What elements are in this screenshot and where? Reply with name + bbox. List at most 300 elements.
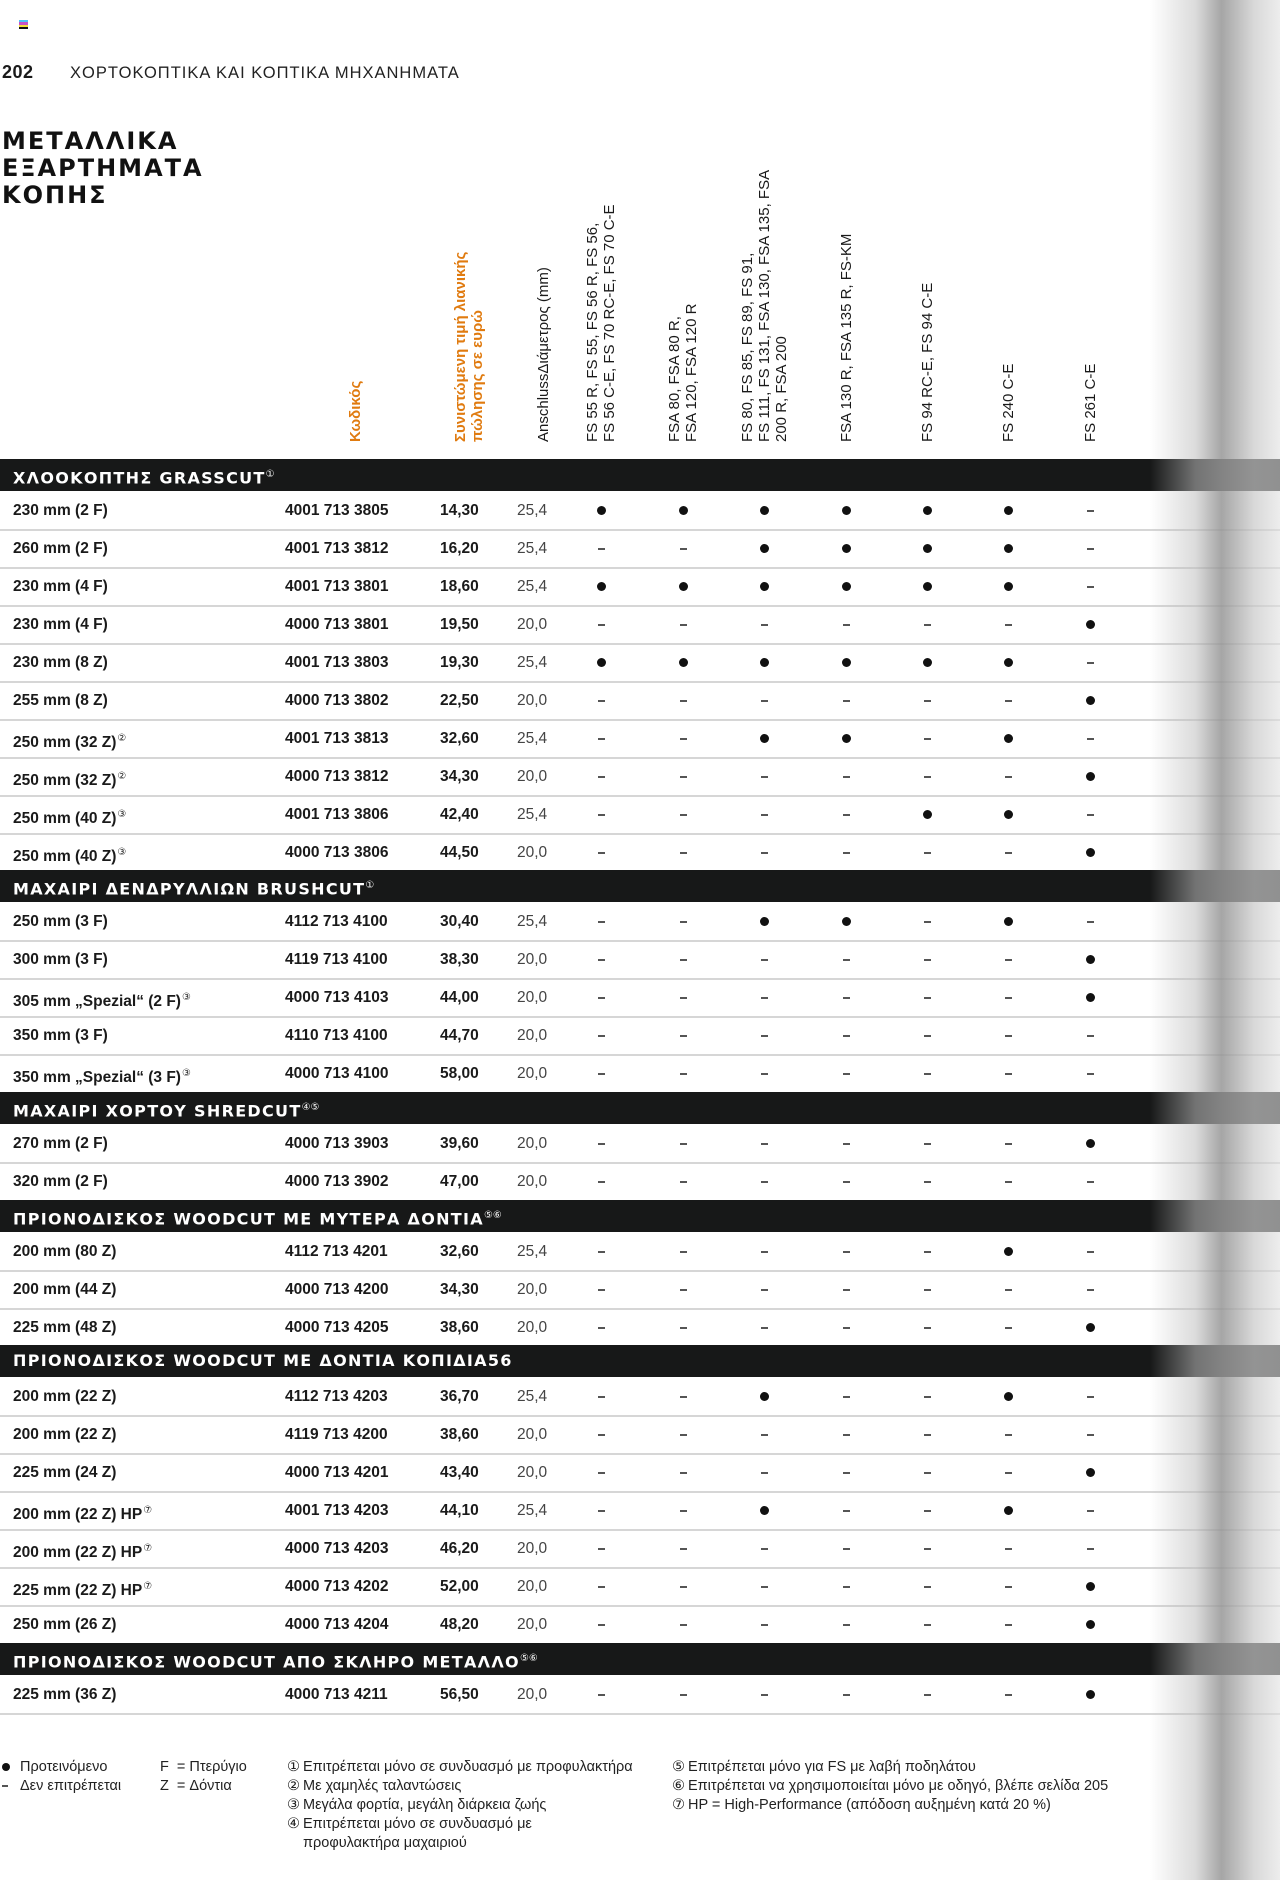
price: 42,40 bbox=[440, 806, 479, 823]
recommended-dot-icon bbox=[1080, 1126, 1100, 1162]
footnote-ref: ③ bbox=[117, 809, 127, 820]
product-name-text: 250 mm (3 F) bbox=[13, 913, 108, 930]
column-header-line: AnschlussΔιάμετρος (mm) bbox=[535, 267, 552, 442]
not-allowed-dash-icon bbox=[673, 980, 693, 1016]
product-name-text: 320 mm (2 F) bbox=[13, 1173, 108, 1190]
table-row bbox=[0, 1569, 1280, 1607]
product-code: 4119 713 4100 bbox=[285, 951, 388, 968]
not-allowed-dash-icon bbox=[1080, 1531, 1100, 1567]
product-name bbox=[13, 980, 191, 1016]
not-allowed-dash-icon bbox=[917, 721, 937, 757]
product-code: 4000 713 3903 bbox=[285, 1135, 389, 1152]
product-name-text: 350 mm (3 F) bbox=[13, 1027, 108, 1044]
product-code: 4000 713 3802 bbox=[285, 692, 389, 709]
footnote-text: Επιτρέπεται μόνο σε συνδυασμό με προφυλακτήρα bbox=[303, 1759, 633, 1775]
not-allowed-dash-icon bbox=[998, 1569, 1018, 1605]
product-name bbox=[13, 1234, 116, 1270]
not-allowed-dash-icon bbox=[591, 1018, 611, 1054]
price: 56,50 bbox=[440, 1686, 479, 1703]
recommended-dot-icon bbox=[836, 645, 856, 681]
not-allowed-dash-icon bbox=[754, 1417, 774, 1453]
not-allowed-dash-icon bbox=[591, 1493, 611, 1529]
not-allowed-dash-icon bbox=[673, 835, 693, 871]
not-allowed-dash-icon bbox=[591, 797, 611, 833]
not-allowed-dash-icon bbox=[998, 980, 1018, 1016]
not-allowed-dash-icon bbox=[917, 1164, 937, 1200]
footnote-number: ② bbox=[287, 1778, 300, 1794]
not-allowed-dash-icon bbox=[1080, 1379, 1100, 1415]
footnotes-left bbox=[287, 1758, 633, 1853]
recommended-dot-icon bbox=[998, 721, 1018, 757]
not-allowed-dash-icon bbox=[673, 1126, 693, 1162]
not-allowed-dash-icon bbox=[998, 1272, 1018, 1308]
not-allowed-dash-icon bbox=[917, 1455, 937, 1491]
product-code: 4000 713 4205 bbox=[285, 1319, 389, 1336]
diameter: 25,4 bbox=[517, 913, 548, 930]
product-name-text: 300 mm (3 F) bbox=[13, 951, 108, 968]
not-allowed-dash-icon bbox=[754, 1018, 774, 1054]
footnote bbox=[672, 1796, 1108, 1815]
not-allowed-dash-icon bbox=[1080, 645, 1100, 681]
not-allowed-dash-icon bbox=[591, 683, 611, 719]
footnote bbox=[287, 1834, 633, 1853]
group-header bbox=[0, 459, 1280, 491]
not-allowed-dash-icon bbox=[754, 1272, 774, 1308]
group-header bbox=[0, 1345, 1280, 1377]
diameter: 20,0 bbox=[517, 1686, 548, 1703]
footnote-ref: ⑦ bbox=[143, 1505, 153, 1516]
product-code: 4001 713 3812 bbox=[285, 540, 389, 557]
not-allowed-dash-icon bbox=[998, 1056, 1018, 1092]
group-title: ΧΛΟΟΚΟΠΤΗΣ GRASSCUT bbox=[13, 468, 266, 488]
table-row bbox=[0, 1417, 1280, 1455]
abbrev-f: F = Πτερύγιο bbox=[160, 1759, 247, 1775]
product-name bbox=[13, 797, 126, 833]
column-header-model-1 bbox=[584, 204, 618, 442]
product-name bbox=[13, 1056, 191, 1092]
price: 39,60 bbox=[440, 1135, 479, 1152]
product-name bbox=[13, 904, 108, 940]
not-allowed-dash-icon bbox=[591, 759, 611, 795]
price: 44,10 bbox=[440, 1502, 479, 1519]
not-allowed-dash-icon bbox=[591, 1056, 611, 1092]
product-code: 4112 713 4203 bbox=[285, 1388, 388, 1405]
product-code: 4000 713 4100 bbox=[285, 1065, 389, 1082]
not-allowed-dash-icon bbox=[591, 942, 611, 978]
diameter: 20,0 bbox=[517, 844, 548, 861]
not-allowed-dash-icon bbox=[673, 1417, 693, 1453]
column-header-model-3 bbox=[739, 170, 790, 442]
column-header-line: 200 R, FSA 200 bbox=[772, 336, 790, 442]
not-allowed-dash-icon bbox=[673, 531, 693, 567]
not-allowed-dash-icon bbox=[998, 1018, 1018, 1054]
recommended-dot-icon bbox=[998, 1379, 1018, 1415]
recommended-dot-icon bbox=[1080, 1455, 1100, 1491]
not-allowed-dash-icon bbox=[673, 721, 693, 757]
footnote-text: Μεγάλα φορτία, μεγάλη διάρκεια ζωής bbox=[303, 1797, 547, 1813]
price: 44,50 bbox=[440, 844, 479, 861]
diameter: 20,0 bbox=[517, 1027, 548, 1044]
table-row bbox=[0, 759, 1280, 797]
not-allowed-dash-icon bbox=[998, 1164, 1018, 1200]
not-allowed-dash-icon bbox=[754, 683, 774, 719]
table-row bbox=[0, 1531, 1280, 1569]
not-allowed-dash-icon bbox=[754, 942, 774, 978]
product-name-text: 225 mm (22 Z) HP bbox=[13, 1582, 143, 1600]
table-row bbox=[0, 531, 1280, 569]
price: 34,30 bbox=[440, 768, 479, 785]
not-allowed-dash-icon bbox=[754, 1056, 774, 1092]
recommended-dot-icon bbox=[836, 493, 856, 529]
diameter: 20,0 bbox=[517, 1319, 548, 1336]
product-name bbox=[13, 759, 126, 795]
recommended-dot-icon bbox=[998, 904, 1018, 940]
chapter-title: ΧΟΡΤΟΚΟΠΤΙΚΑ ΚΑΙ ΚΟΠΤΙΚΑ ΜΗΧΑΝΗΜΑΤΑ bbox=[70, 64, 460, 82]
column-header-model-6 bbox=[1000, 364, 1017, 442]
not-allowed-dash-icon bbox=[998, 835, 1018, 871]
column-header-line: FSA 120, FSA 120 R bbox=[683, 303, 700, 442]
footnote-text: προφυλακτήρα μαχαιριού bbox=[303, 1835, 467, 1851]
legend-recommended bbox=[2, 1758, 121, 1777]
recommended-dot-icon bbox=[1080, 1310, 1100, 1346]
price: 58,00 bbox=[440, 1065, 479, 1082]
price: 34,30 bbox=[440, 1281, 479, 1298]
diameter: 20,0 bbox=[517, 1540, 548, 1557]
column-header-line: FS 94 RC-E, FS 94 C-E bbox=[918, 282, 936, 442]
legend-label: Προτεινόμενο bbox=[20, 1759, 108, 1775]
page-header bbox=[2, 62, 460, 83]
price: 22,50 bbox=[440, 692, 479, 709]
diameter: 25,4 bbox=[517, 1388, 548, 1405]
price: 43,40 bbox=[440, 1464, 479, 1481]
not-allowed-dash-icon bbox=[1080, 904, 1100, 940]
not-allowed-dash-icon bbox=[1080, 493, 1100, 529]
not-allowed-dash-icon bbox=[591, 904, 611, 940]
not-allowed-dash-icon bbox=[917, 1607, 937, 1643]
not-allowed-dash-icon bbox=[2, 1777, 20, 1796]
product-name-text: 305 mm „Spezial“ (2 F) bbox=[13, 993, 181, 1011]
product-name bbox=[13, 1164, 108, 1200]
column-header-line: FS 55 R, FS 55, FS 56 R, FS 56, bbox=[584, 222, 601, 442]
not-allowed-dash-icon bbox=[836, 683, 856, 719]
legend-abbreviations bbox=[160, 1758, 247, 1796]
table-row bbox=[0, 721, 1280, 759]
column-header-line: πώλησης σε ευρώ bbox=[469, 310, 486, 442]
group-title: ΜΑΧΑΙΡΙ ΔΕΝΔΡΥΛΛΙΩΝ BRUSHCUT bbox=[13, 879, 366, 899]
footnote bbox=[287, 1758, 633, 1777]
table-row bbox=[0, 1164, 1280, 1202]
recommended-dot-icon bbox=[1080, 980, 1100, 1016]
product-code: 4112 713 4100 bbox=[285, 913, 388, 930]
not-allowed-dash-icon bbox=[754, 607, 774, 643]
recommended-dot-icon bbox=[754, 569, 774, 605]
product-name bbox=[13, 835, 126, 871]
product-name bbox=[13, 1607, 116, 1643]
not-allowed-dash-icon bbox=[673, 1455, 693, 1491]
not-allowed-dash-icon bbox=[673, 1056, 693, 1092]
not-allowed-dash-icon bbox=[836, 1056, 856, 1092]
not-allowed-dash-icon bbox=[673, 1677, 693, 1713]
recommended-dot-icon bbox=[836, 904, 856, 940]
product-name-text: 225 mm (24 Z) bbox=[13, 1464, 117, 1481]
recommended-dot-icon bbox=[1080, 683, 1100, 719]
not-allowed-dash-icon bbox=[591, 1531, 611, 1567]
not-allowed-dash-icon bbox=[673, 1310, 693, 1346]
not-allowed-dash-icon bbox=[754, 835, 774, 871]
price: 14,30 bbox=[440, 502, 479, 519]
not-allowed-dash-icon bbox=[591, 1234, 611, 1270]
not-allowed-dash-icon bbox=[917, 1056, 937, 1092]
section-title-line: ΜΕΤΑΛΛΙΚΑ bbox=[2, 127, 179, 155]
not-allowed-dash-icon bbox=[917, 1272, 937, 1308]
price: 18,60 bbox=[440, 578, 479, 595]
footnote-ref: ⑤⑥ bbox=[483, 1210, 502, 1221]
abbrev-z: Z = Δόντια bbox=[160, 1778, 232, 1794]
footnote-ref: ③ bbox=[181, 1068, 191, 1079]
not-allowed-dash-icon bbox=[998, 1310, 1018, 1346]
table-row bbox=[0, 1607, 1280, 1645]
not-allowed-dash-icon bbox=[673, 1493, 693, 1529]
column-header-price bbox=[452, 252, 486, 442]
product-code: 4000 713 3812 bbox=[285, 768, 389, 785]
footnote-number: ① bbox=[287, 1759, 300, 1775]
recommended-dot-icon bbox=[1080, 1569, 1100, 1605]
not-allowed-dash-icon bbox=[591, 1677, 611, 1713]
not-allowed-dash-icon bbox=[836, 1126, 856, 1162]
recommended-dot-icon bbox=[917, 797, 937, 833]
column-header-model-5 bbox=[919, 283, 936, 442]
not-allowed-dash-icon bbox=[836, 1310, 856, 1346]
price: 38,30 bbox=[440, 951, 479, 968]
product-code: 4000 713 4211 bbox=[285, 1686, 388, 1703]
not-allowed-dash-icon bbox=[917, 904, 937, 940]
not-allowed-dash-icon bbox=[836, 1018, 856, 1054]
not-allowed-dash-icon bbox=[998, 1126, 1018, 1162]
not-allowed-dash-icon bbox=[673, 1379, 693, 1415]
recommended-dot-icon bbox=[754, 1379, 774, 1415]
product-code: 4000 713 3801 bbox=[285, 616, 389, 633]
recommended-dot-icon bbox=[754, 721, 774, 757]
table-row bbox=[0, 493, 1280, 531]
footnote bbox=[672, 1777, 1108, 1796]
footnote-number: ③ bbox=[287, 1797, 300, 1813]
legend-symbols bbox=[2, 1758, 121, 1796]
table-row bbox=[0, 683, 1280, 721]
not-allowed-dash-icon bbox=[1080, 1272, 1100, 1308]
price: 16,20 bbox=[440, 540, 479, 557]
product-name bbox=[13, 1531, 152, 1567]
diameter: 20,0 bbox=[517, 616, 548, 633]
recommended-dot-icon bbox=[998, 531, 1018, 567]
not-allowed-dash-icon bbox=[1080, 1234, 1100, 1270]
diameter: 25,4 bbox=[517, 502, 548, 519]
footnote-ref: ① bbox=[365, 880, 375, 891]
diameter: 25,4 bbox=[517, 654, 548, 671]
not-allowed-dash-icon bbox=[673, 607, 693, 643]
not-allowed-dash-icon bbox=[591, 1126, 611, 1162]
recommended-dot-icon bbox=[754, 645, 774, 681]
not-allowed-dash-icon bbox=[754, 1126, 774, 1162]
product-name-text: 230 mm (8 Z) bbox=[13, 654, 108, 671]
product-name-text: 200 mm (44 Z) bbox=[13, 1281, 117, 1298]
table-row bbox=[0, 980, 1280, 1018]
recommended-dot-icon bbox=[754, 1493, 774, 1529]
footnote-ref: ② bbox=[117, 733, 127, 744]
not-allowed-dash-icon bbox=[917, 1234, 937, 1270]
not-allowed-dash-icon bbox=[917, 942, 937, 978]
not-allowed-dash-icon bbox=[1080, 1493, 1100, 1529]
product-name bbox=[13, 1493, 152, 1529]
recommended-dot-icon bbox=[673, 645, 693, 681]
section-title-line: ΕΞΑΡΤΗΜΑΤΑ bbox=[2, 154, 204, 182]
product-name bbox=[13, 721, 126, 757]
product-code: 4001 713 3801 bbox=[285, 578, 389, 595]
table-row bbox=[0, 1455, 1280, 1493]
recommended-dot-icon bbox=[917, 531, 937, 567]
group-title: ΠΡΙΟΝΟΔΙΣΚΟΣ WOODCUT ΑΠΟ ΣΚΛΗΡΟ ΜΕΤΑΛΛΟ bbox=[13, 1652, 520, 1672]
not-allowed-dash-icon bbox=[917, 1417, 937, 1453]
recommended-dot-icon bbox=[673, 493, 693, 529]
product-code: 4000 713 4103 bbox=[285, 989, 389, 1006]
not-allowed-dash-icon bbox=[998, 1417, 1018, 1453]
price: 52,00 bbox=[440, 1578, 479, 1595]
column-header-line: FS 80, FS 85, FS 89, FS 91, bbox=[738, 252, 756, 442]
footnote-ref: ③ bbox=[181, 992, 191, 1003]
not-allowed-dash-icon bbox=[673, 1531, 693, 1567]
diameter: 20,0 bbox=[517, 1281, 548, 1298]
diameter: 20,0 bbox=[517, 1173, 548, 1190]
not-allowed-dash-icon bbox=[591, 1607, 611, 1643]
not-allowed-dash-icon bbox=[998, 1531, 1018, 1567]
not-allowed-dash-icon bbox=[673, 942, 693, 978]
product-name-text: 250 mm (26 Z) bbox=[13, 1616, 117, 1633]
recommended-dot-icon bbox=[1080, 1677, 1100, 1713]
diameter: 20,0 bbox=[517, 1065, 548, 1082]
group-header bbox=[0, 1643, 1280, 1675]
price: 38,60 bbox=[440, 1319, 479, 1336]
recommended-dot-icon bbox=[998, 797, 1018, 833]
price: 19,30 bbox=[440, 654, 479, 671]
not-allowed-dash-icon bbox=[754, 1234, 774, 1270]
not-allowed-dash-icon bbox=[673, 904, 693, 940]
product-code: 4000 713 3806 bbox=[285, 844, 389, 861]
not-allowed-dash-icon bbox=[917, 1126, 937, 1162]
table-row bbox=[0, 645, 1280, 683]
footnote-ref: ⑦ bbox=[143, 1543, 153, 1554]
recommended-dot-icon bbox=[754, 531, 774, 567]
recommended-dot-icon bbox=[836, 569, 856, 605]
black-swatch bbox=[19, 27, 28, 29]
not-allowed-dash-icon bbox=[591, 1310, 611, 1346]
not-allowed-dash-icon bbox=[836, 942, 856, 978]
recommended-dot-icon bbox=[998, 569, 1018, 605]
not-allowed-dash-icon bbox=[836, 1417, 856, 1453]
product-code: 4000 713 4200 bbox=[285, 1281, 389, 1298]
product-name-text: 250 mm (32 Z) bbox=[13, 772, 117, 790]
section-title-line: ΚΟΠΗΣ bbox=[2, 181, 108, 209]
not-allowed-dash-icon bbox=[591, 721, 611, 757]
product-code: 4000 713 4203 bbox=[285, 1540, 389, 1557]
legend-label: Δεν επιτρέπεται bbox=[20, 1778, 122, 1794]
product-name bbox=[13, 1126, 108, 1162]
column-header-model-7 bbox=[1082, 364, 1099, 442]
footnotes-right bbox=[672, 1758, 1108, 1815]
not-allowed-dash-icon bbox=[673, 1018, 693, 1054]
product-name-text: 250 mm (40 Z) bbox=[13, 848, 117, 866]
not-allowed-dash-icon bbox=[836, 759, 856, 795]
not-allowed-dash-icon bbox=[1080, 1164, 1100, 1200]
recommended-dot-icon bbox=[591, 645, 611, 681]
not-allowed-dash-icon bbox=[754, 1310, 774, 1346]
diameter: 20,0 bbox=[517, 768, 548, 785]
not-allowed-dash-icon bbox=[836, 1607, 856, 1643]
not-allowed-dash-icon bbox=[917, 1018, 937, 1054]
not-allowed-dash-icon bbox=[591, 1379, 611, 1415]
price: 32,60 bbox=[440, 1243, 479, 1260]
recommended-dot-icon bbox=[917, 493, 937, 529]
not-allowed-dash-icon bbox=[917, 1569, 937, 1605]
not-allowed-dash-icon bbox=[1080, 1056, 1100, 1092]
product-name bbox=[13, 1455, 116, 1491]
not-allowed-dash-icon bbox=[591, 1164, 611, 1200]
print-color-mark bbox=[19, 20, 28, 29]
not-allowed-dash-icon bbox=[836, 1379, 856, 1415]
column-header-model-2 bbox=[666, 304, 700, 442]
group-title: ΠΡΙΟΝΟΔΙΣΚΟΣ WOODCUT ΜΕ ΜΥΤΕΡΑ ΔΟΝΤΙΑ bbox=[13, 1209, 484, 1229]
recommended-dot-icon bbox=[591, 569, 611, 605]
recommended-dot-icon bbox=[591, 493, 611, 529]
not-allowed-dash-icon bbox=[998, 1607, 1018, 1643]
section-title bbox=[2, 128, 204, 209]
table-row bbox=[0, 1018, 1280, 1056]
recommended-dot-icon bbox=[998, 493, 1018, 529]
table-row bbox=[0, 607, 1280, 645]
not-allowed-dash-icon bbox=[673, 759, 693, 795]
diameter: 25,4 bbox=[517, 1502, 548, 1519]
table-row bbox=[0, 797, 1280, 835]
diameter: 25,4 bbox=[517, 540, 548, 557]
footnote-text: Επιτρέπεται μόνο σε συνδυασμό με bbox=[303, 1816, 532, 1832]
not-allowed-dash-icon bbox=[673, 683, 693, 719]
diameter: 25,4 bbox=[517, 1243, 548, 1260]
product-code: 4000 713 4204 bbox=[285, 1616, 389, 1633]
table-row bbox=[0, 1379, 1280, 1417]
not-allowed-dash-icon bbox=[836, 1272, 856, 1308]
not-allowed-dash-icon bbox=[917, 607, 937, 643]
recommended-dot-icon bbox=[1080, 607, 1100, 643]
product-name-text: 200 mm (22 Z) HP bbox=[13, 1544, 143, 1562]
not-allowed-dash-icon bbox=[1080, 531, 1100, 567]
recommended-dot-icon bbox=[917, 645, 937, 681]
product-name-text: 350 mm „Spezial“ (3 F) bbox=[13, 1069, 181, 1087]
footnote-text: Με χαμηλές ταλαντώσεις bbox=[303, 1778, 462, 1794]
footnote bbox=[287, 1777, 633, 1796]
not-allowed-dash-icon bbox=[1080, 797, 1100, 833]
table-row bbox=[0, 835, 1280, 873]
product-name bbox=[13, 1272, 116, 1308]
not-allowed-dash-icon bbox=[754, 1569, 774, 1605]
legend-not-allowed bbox=[2, 1777, 121, 1796]
product-code: 4000 713 4201 bbox=[285, 1464, 389, 1481]
not-allowed-dash-icon bbox=[836, 1234, 856, 1270]
diameter: 25,4 bbox=[517, 578, 548, 595]
not-allowed-dash-icon bbox=[754, 1531, 774, 1567]
footnote-number: ⑥ bbox=[672, 1778, 685, 1794]
not-allowed-dash-icon bbox=[998, 759, 1018, 795]
product-name-text: 200 mm (22 Z) HP bbox=[13, 1506, 143, 1524]
footnote bbox=[287, 1796, 633, 1815]
footnote bbox=[672, 1758, 1108, 1777]
